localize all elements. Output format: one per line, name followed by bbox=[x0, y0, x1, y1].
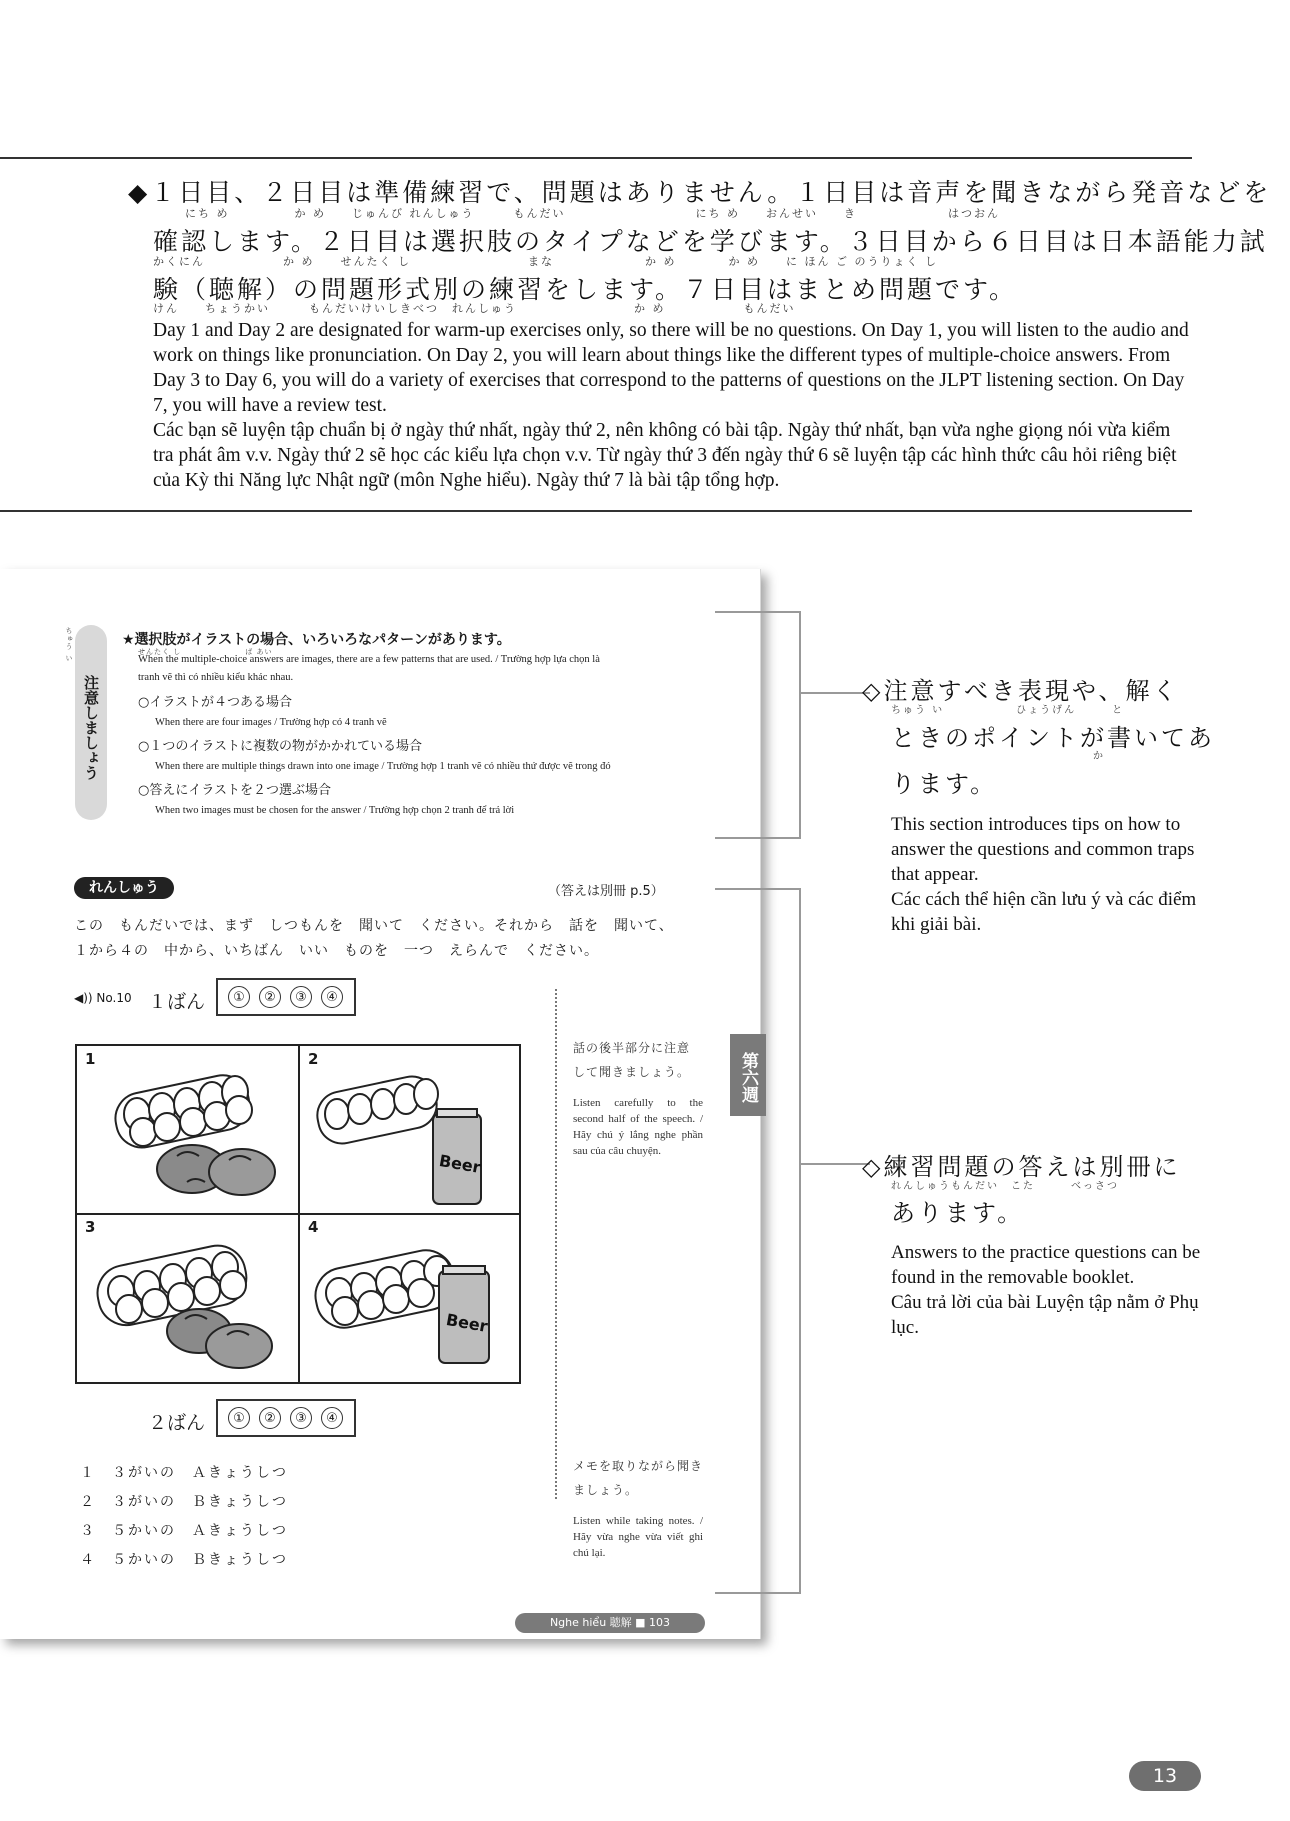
callout-2-english: Answers to the practice questions can be found in the removable booklet. bbox=[891, 1242, 1201, 1288]
choice-4[interactable]: ④ bbox=[321, 986, 343, 1008]
callout-2-jp-line-1: ◇練習問題の答えは別冊に bbox=[862, 1153, 1181, 1181]
note-en-1: When the multiple-choice answers are images, there are a few patterns that are used. / Trường hợp lựa chọn là bbox=[138, 654, 600, 665]
option-1: １ ３がいの Ａきょうしつ bbox=[80, 1465, 288, 1481]
side-hint-divider bbox=[555, 989, 557, 1499]
callout-1-ruby-line-1: ちゅう い ひょうげん と bbox=[891, 705, 1125, 716]
callout-2-vietnamese: Câu trả lời của bài Luyện tập nằm ở Phụ lục. bbox=[891, 1292, 1199, 1338]
question-2-choices bbox=[216, 1399, 356, 1437]
sample-book-page bbox=[0, 569, 761, 1639]
note-jp-2: ○イラストが４つある場合 bbox=[138, 695, 292, 710]
answer-reference: （答えは別冊 p.5） bbox=[548, 884, 664, 899]
intro-jp-line-1: ◆１日目、２日目は準備練習で、問題はありません。１日目は音声を聞きながら発音などを bbox=[128, 178, 1272, 207]
audio-track-label[interactable]: ◀)) No.10 bbox=[74, 991, 132, 1005]
intro-english: Day 1 and Day 2 are designated for warm-up exercises only, so there will be no questions. On Day 1, you will listen to the audio and work on things like pronunciation. On Day 2, you will learn about things like the different types of multiple-choice answers. From Day 3 to Day 6, you will do a variety of exercises that correspond to the patterns of questions on the JLPT listening section. On Day 7, you will have a review test. bbox=[153, 320, 1189, 416]
eggs-beer-illustration bbox=[313, 1064, 513, 1209]
callout-1-jp-line-3: ります。 bbox=[891, 770, 998, 798]
callout-1-jp-line-1: ◇注意すべき表現や、解く bbox=[862, 677, 1180, 705]
callout-1-english: This section introduces tips on how to answer the questions and common traps that appear. bbox=[891, 814, 1195, 885]
cell-2-number: 2 bbox=[308, 1050, 319, 1068]
choice-2[interactable]: ② bbox=[259, 1407, 281, 1429]
instruction-line-1: この もんだいでは、まず しつもんを 聞いて ください。それから 話を 聞いて、 bbox=[74, 918, 674, 934]
note-en-1b: tranh vẽ thì có nhiều kiểu khác nhau. bbox=[138, 672, 294, 683]
question-1-label: １ばん bbox=[148, 991, 206, 1013]
note-en-2: When there are four images / Trường hợp có 4 tranh vẽ bbox=[155, 717, 387, 728]
callout-1-vietnamese: Các cách thể hiện cần lưu ý và các điểm khi giải bài. bbox=[891, 889, 1197, 935]
choice-3[interactable]: ③ bbox=[290, 1407, 312, 1429]
week-6-tab: 第六週 bbox=[730, 1034, 766, 1116]
choice-4[interactable]: ④ bbox=[321, 1407, 343, 1429]
note-jp-4: ○答えにイラストを２つ選ぶ場合 bbox=[138, 783, 331, 798]
callout-2-jp-line-2: あります。 bbox=[891, 1199, 1025, 1227]
callout-1-jp-line-2: ときのポイントが書いてあ bbox=[891, 724, 1215, 752]
hint-2-jp-line-2: ましょう。 bbox=[573, 1483, 639, 1497]
hint-1-jp-line-1: 話の後半部分に注意 bbox=[573, 1041, 691, 1055]
note-head-ruby: せんたく し ば あい bbox=[138, 648, 273, 656]
intro-ruby-line-2: かくにん か め せんたく し まな か め か め に ほん ご のうりょく し bbox=[153, 255, 938, 268]
picture-grid bbox=[75, 1044, 521, 1384]
intro-jp-line-3: 験（聴解）の問題形式別の練習をします。７日目はまとめ問題です。 bbox=[153, 275, 1018, 304]
top-rule bbox=[0, 157, 1192, 159]
cell-3-number: 3 bbox=[85, 1218, 96, 1236]
intro-body bbox=[153, 318, 1193, 493]
choice-1[interactable]: ① bbox=[228, 1407, 250, 1429]
cell-4-number: 4 bbox=[308, 1218, 319, 1236]
note-heading: ★選択肢がイラストの場合、いろいろなパターンがあります。 bbox=[122, 632, 511, 648]
beer-can-label: Beer bbox=[444, 1310, 490, 1336]
note-en-4: When two images must be chosen for the answer / Trường hợp chọn 2 tranh để trả lời bbox=[155, 805, 515, 816]
hint-2-jp-line-1: メモを取りながら聞き bbox=[573, 1459, 704, 1473]
choice-1[interactable]: ① bbox=[228, 986, 250, 1008]
intro-ruby-line-1: にち め か め じゅんび れんしゅう もんだい にち め おんせい き はつおん bbox=[185, 207, 1000, 220]
hint-1-jp-line-2: して聞きましょう。 bbox=[573, 1065, 691, 1079]
intro-vietnamese: Các bạn sẽ luyện tập chuẩn bị ở ngày thứ nhất, ngày thứ 2, nên không có bài tập. Ngày thứ nhất, bạn vừa nghe giọng nói vừa kiểm tra phát âm v.v. Ngày thứ 2 sẽ học các kiểu lựa chọn v.v. Từ ngày thứ 3 đến ngày thứ 6 sẽ luyện tập các hình thức câu hỏi riêng biệt của Kỳ thi Năng lực Nhật ngữ (môn Nghe hiểu). Ngày thứ 7 là bài tập tổng hợp. bbox=[153, 420, 1177, 491]
callout-1-connector bbox=[800, 692, 870, 694]
choice-2[interactable]: ② bbox=[259, 986, 281, 1008]
callout-1-ruby-line-2: か bbox=[1093, 751, 1105, 762]
eggs-beer-illustration bbox=[309, 1231, 514, 1376]
grid-divider-horizontal bbox=[77, 1213, 519, 1215]
intro-ruby-line-3: けん ちょうかい もんだいけいしきべつ れんしゅう か め もんだい bbox=[153, 302, 796, 315]
callout-2-connector bbox=[800, 1163, 870, 1165]
page-number: 13 bbox=[1129, 1761, 1201, 1791]
eggs-bread-illustration bbox=[89, 1231, 289, 1371]
question-2-label: ２ばん bbox=[148, 1412, 206, 1434]
callout-1-body bbox=[891, 812, 1201, 937]
bottom-rule bbox=[0, 510, 1192, 512]
intro-jp-line-2: 確認します。２日目は選択肢のタイプなどを学びます。３日目から６日目は日本語能力試 bbox=[153, 227, 1268, 256]
callout-2-ruby-line-1: れんしゅうもんだい こた べっさつ bbox=[891, 1181, 1119, 1192]
instruction-line-2: １から４の 中から、いちばん いい ものを 一つ えらんで ください。 bbox=[74, 943, 599, 959]
note-en-3: When there are multiple things drawn into one image / Trường hợp 1 tranh vẽ có nhiều thứ được vẽ trong đó bbox=[155, 761, 611, 772]
hint-1-en: Listen carefully to the second half of the speech. / Hãy chú ý lắng nghe phần sau của câu chuyện. bbox=[573, 1097, 703, 1157]
practice-badge: れんしゅう bbox=[74, 877, 174, 899]
note-jp-3: ○１つのイラストに複数の物がかかれている場合 bbox=[138, 739, 422, 754]
callout-2-bracket bbox=[715, 888, 801, 1594]
note-tab-ruby: ちゅう い bbox=[65, 627, 73, 663]
eggs-bread-illustration bbox=[107, 1064, 287, 1204]
beer-can-label: Beer bbox=[437, 1151, 483, 1177]
option-3: ３ ５かいの Ａきょうしつ bbox=[80, 1523, 288, 1539]
cell-1-number: 1 bbox=[85, 1050, 96, 1068]
callout-2-body bbox=[891, 1240, 1201, 1340]
page-footer: Nghe hiểu 聴解 ■ 103 bbox=[515, 1613, 705, 1633]
option-2: ２ ３がいの Ｂきょうしつ bbox=[80, 1494, 288, 1510]
question-1-choices bbox=[216, 978, 356, 1016]
hint-2-en: Listen while taking notes. / Hãy vừa nghe vừa viết ghi chú lại. bbox=[573, 1515, 703, 1559]
callout-1-bracket bbox=[715, 611, 801, 839]
choice-3[interactable]: ③ bbox=[290, 986, 312, 1008]
option-4: ４ ５かいの Ｂきょうしつ bbox=[80, 1552, 288, 1568]
note-tab: 注意しましょう bbox=[75, 625, 107, 820]
